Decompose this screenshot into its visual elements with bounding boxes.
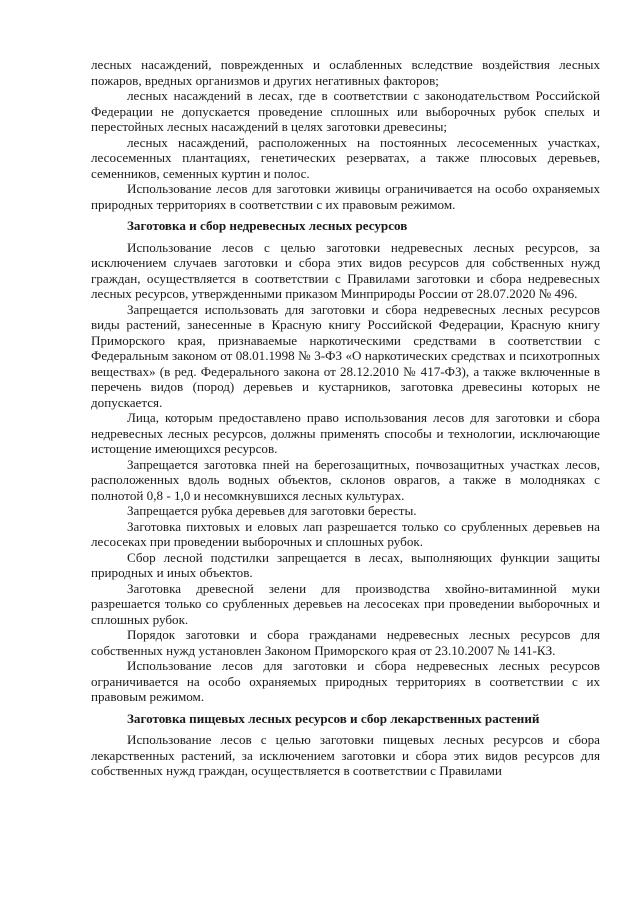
paragraph: лесных насаждений, поврежденных и ослабленных вследствие воздействия лесных пожаров, вредных организмов и других негативных факторов; [91, 57, 600, 88]
paragraph: Лица, которым предоставлено право использования лесов для заготовки и сбора недревесных лесных ресурсов, должны применять способы и технологии, исключающие истощение имеющихся ресурсов. [91, 410, 600, 456]
paragraph: Заготовка древесной зелени для производства хвойно-витаминной муки разрешается только со срубленных деревьев на лесосеках при проведении выборочных и сплошных рубок. [91, 580, 600, 627]
paragraph: Использование лесов с целью заготовки недревесных лесных ресурсов, за исключением случаев заготовки и сбора этих видов ресурсов для собственных нужд граждан, осуществляется в соответствии с Правилами заготовки и сбора недревесных лесных ресурсов, утвержденными приказом Минприроды России от 28.07.2020 № 496. [91, 239, 600, 301]
paragraph: Порядок заготовки и сбора гражданами недревесных лесных ресурсов для собственных нужд установлен Законом Приморского края от 23.10.2007 № 141-КЗ. [91, 627, 600, 658]
paragraph: лесных насаждений, расположенных на постоянных лесосеменных участках, лесосеменных плантациях, генетических резерватах, а также плюсовых деревьев, семенников, семенных куртин и полос. [91, 134, 600, 181]
paragraph: Заготовка пихтовых и еловых лап разрешается только со срубленных деревьев на лесосеках при проведении выборочных и сплошных рубок. [91, 518, 600, 549]
paragraph: Использование лесов для заготовки и сбора недревесных лесных ресурсов ограничивается на особо охраняемых природных территориях в соответствии с их правовым режимом. [91, 658, 600, 704]
paragraph: Использование лесов для заготовки живицы ограничивается на особо охраняемых природных территориях в соответствии с их правовым режимом. [91, 181, 600, 212]
paragraph: Использование лесов с целью заготовки пищевых лесных ресурсов и сбора лекарственных растений, за исключением заготовки и сбора этих видов ресурсов для собственных нужд граждан, осуществляется в соответствии с Правилами [91, 732, 600, 778]
paragraph: Запрещается использовать для заготовки и сбора недревесных лесных ресурсов виды растений, занесенные в Красную книгу Российской Федерации, Красную книгу Приморского края, признаваемые наркотическими средствами в соответствии с Федеральным законом от 08.01.1998 № 3-ФЗ «О наркотических средствах и психотропных веществах» (в ред. Федерального закона от 28.12.2010 № 417-ФЗ), а также включенные в перечень видов (пород) деревьев и кустарников, заготовка древесины которых не допускается. [91, 301, 600, 410]
paragraph: лесных насаждений в лесах, где в соответствии с законодательством Российской Федерации не допускается проведение сплошных или выборочных рубок спелых и перестойных лесных насаждений в целях заготовки древесины; [91, 88, 600, 134]
section-heading: Заготовка и сбор недревесных лесных ресурсов [127, 218, 408, 233]
document-body [91, 57, 600, 779]
paragraph: Запрещается заготовка пней на берегозащитных, почвозащитных участках лесов, расположенных вдоль водных объектов, склонов оврагов, а также в молодняках с полнотой 0,8 - 1,0 и несомкнувшихся лесных культурах. [91, 456, 600, 503]
section-heading: Заготовка пищевых лесных ресурсов и сбор лекарственных растений [127, 710, 540, 726]
paragraph: Запрещается рубка деревьев для заготовки бересты. [127, 503, 417, 518]
paragraph: Сбор лесной подстилки запрещается в лесах, выполняющих функции защиты природных и иных объектов. [91, 549, 600, 580]
